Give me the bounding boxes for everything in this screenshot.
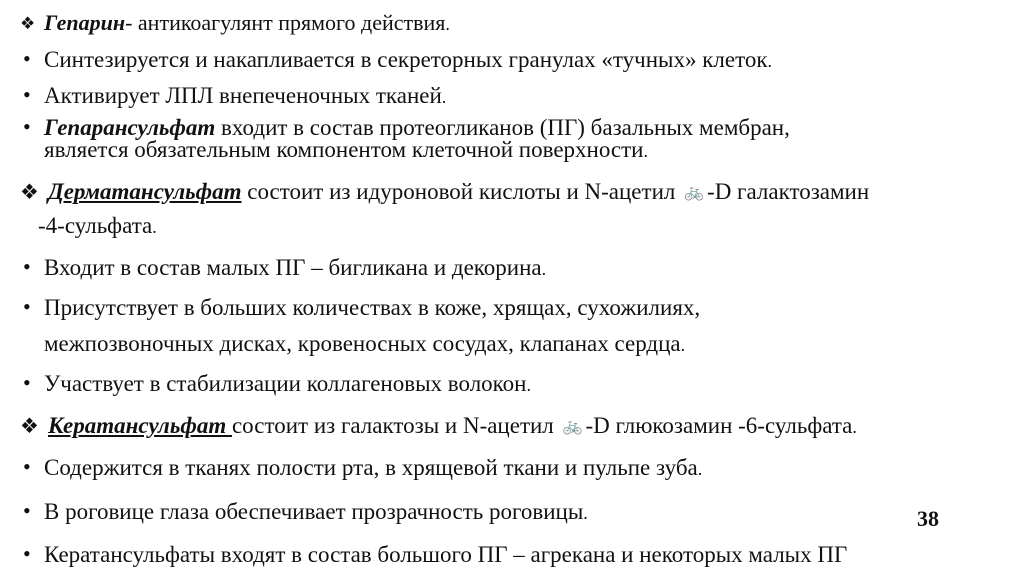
list-item-text: Входит в состав малых ПГ – бигликана и декорина. xyxy=(44,255,547,280)
diamond-bullet-icon: ❖ xyxy=(20,414,39,438)
list-item-continuation: -4-сульфата. xyxy=(38,213,157,238)
diamond-bullet-icon: ❖ xyxy=(20,14,36,33)
bullet-icon: • xyxy=(23,46,31,71)
bullet-icon: • xyxy=(23,370,31,395)
list-item-text: Синтезируется и накапливается в секреторных гранулах «тучных» клеток. xyxy=(44,47,773,72)
bicycle-icon: 🚲 xyxy=(562,418,583,435)
bicycle-icon: 🚲 xyxy=(684,184,705,201)
list-item-text: Активирует ЛПЛ внепеченочных тканей. xyxy=(44,83,447,108)
bullet-icon: • xyxy=(23,541,31,566)
bullet-icon: • xyxy=(23,454,31,479)
diamond-bullet-icon: ❖ xyxy=(20,180,39,204)
list-item-text: Присутствует в больших количествах в коже, хрящах, сухожилиях, xyxy=(44,295,701,320)
list-item-text: Участвует в стабилизации коллагеновых волокон. xyxy=(44,371,531,396)
list-item-continuation: является обязательным компонентом клеточной поверхности. xyxy=(44,137,648,162)
list-item-text: Кератансульфаты входят в состав большого ПГ – агрекана и некоторых малых ПГ xyxy=(44,542,848,567)
list-item-text: Гепарансульфат входит в состав протеогликанов (ПГ) базальных мембран, xyxy=(44,115,790,140)
list-item-text: Дерматансульфат состоит из идуроновой кислоты и N-ацетил 🚲 -D галактозамин xyxy=(48,179,870,204)
list-item-text: В роговице глаза обеспечивает прозрачность роговицы. xyxy=(44,499,588,524)
list-item-text: Содержится в тканях полости рта, в хрящевой ткани и пульпе зуба. xyxy=(44,455,703,480)
bullet-icon: • xyxy=(23,294,31,319)
bullet-icon: • xyxy=(23,498,31,523)
page-number: 38 xyxy=(917,506,939,531)
bullet-icon: • xyxy=(23,254,31,279)
list-item-text: Кератансульфат состоит из галактозы и N-ацетил 🚲 -D глюкозамин -6-сульфата. xyxy=(48,413,857,438)
bullet-icon: • xyxy=(23,114,31,139)
bullet-icon: • xyxy=(23,82,31,107)
list-item-continuation: межпозвоночных дисках, кровеносных сосудах, клапанах сердца. xyxy=(44,331,686,356)
list-item-text: Гепарин- антикоагулянт прямого действия. xyxy=(44,10,450,35)
